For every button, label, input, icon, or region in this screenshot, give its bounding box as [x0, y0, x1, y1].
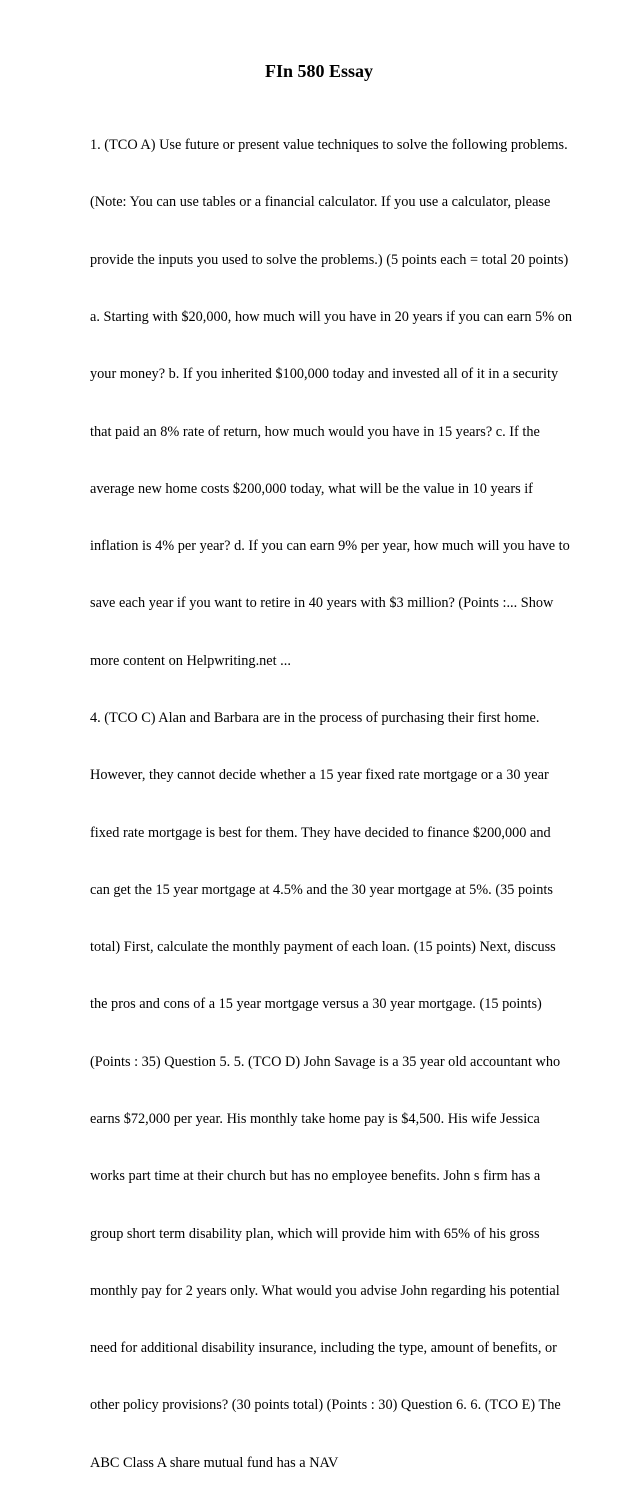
body-line: inflation is 4% per year? d. If you can earn 9% per year, how much will you have to	[90, 538, 570, 555]
body-line: ABC Class A share mutual fund has a NAV	[90, 1454, 339, 1471]
body-line: the pros and cons of a 15 year mortgage versus a 30 year mortgage. (15 points)	[90, 996, 542, 1013]
body-line: (Note: You can use tables or a financial calculator. If you use a calculator, please	[90, 194, 551, 211]
body-line: provide the inputs you used to solve the problems.) (5 points each = total 20 points)	[90, 251, 569, 268]
body-line: average new home costs $200,000 today, what will be the value in 10 years if	[90, 480, 533, 497]
document-title: FIn 580 Essay	[264, 61, 374, 81]
body-line: works part time at their church but has no employee benefits. John s firm has a	[90, 1168, 541, 1185]
body-line: group short term disability plan, which will provide him with 65% of his gross	[90, 1225, 540, 1242]
body-line: a. Starting with $20,000, how much will you have in 20 years if you can earn 5% on	[90, 309, 573, 326]
body-line: other policy provisions? (30 points total) (Points : 30) Question 6. 6. (TCO E) The	[90, 1397, 561, 1414]
body-line: 1. (TCO A) Use future or present value techniques to solve the following problems.	[90, 137, 568, 154]
body-line: that paid an 8% rate of return, how much would you have in 15 years? c. If the	[90, 423, 540, 440]
body-line: earns $72,000 per year. His monthly take home pay is $4,500. His wife Jessica	[90, 1110, 540, 1127]
body-line: fixed rate mortgage is best for them. They have decided to finance $200,000 and	[90, 824, 551, 841]
body-line: need for additional disability insurance, including the type, amount of benefits, or	[90, 1340, 557, 1357]
document-body	[90, 98, 590, 1511]
body-line: monthly pay for 2 years only. What would you advise John regarding his potential	[90, 1282, 560, 1299]
body-line: your money? b. If you inherited $100,000 today and invested all of it in a security	[90, 366, 559, 383]
body-line: (Points : 35) Question 5. 5. (TCO D) John Savage is a 35 year old accountant who	[90, 1053, 561, 1070]
body-line: total) First, calculate the monthly payment of each loan. (15 points) Next, discuss	[90, 939, 556, 956]
body-line: can get the 15 year mortgage at 4.5% and the 30 year mortgage at 5%. (35 points	[90, 881, 553, 898]
body-line: save each year if you want to retire in 40 years with $3 million? (Points :... Show	[90, 595, 554, 612]
body-line: However, they cannot decide whether a 15 year fixed rate mortgage or a 30 year	[90, 767, 549, 784]
body-line: 4. (TCO C) Alan and Barbara are in the process of purchasing their first home.	[90, 710, 540, 726]
body-line: more content on Helpwriting.net ...	[90, 652, 291, 669]
